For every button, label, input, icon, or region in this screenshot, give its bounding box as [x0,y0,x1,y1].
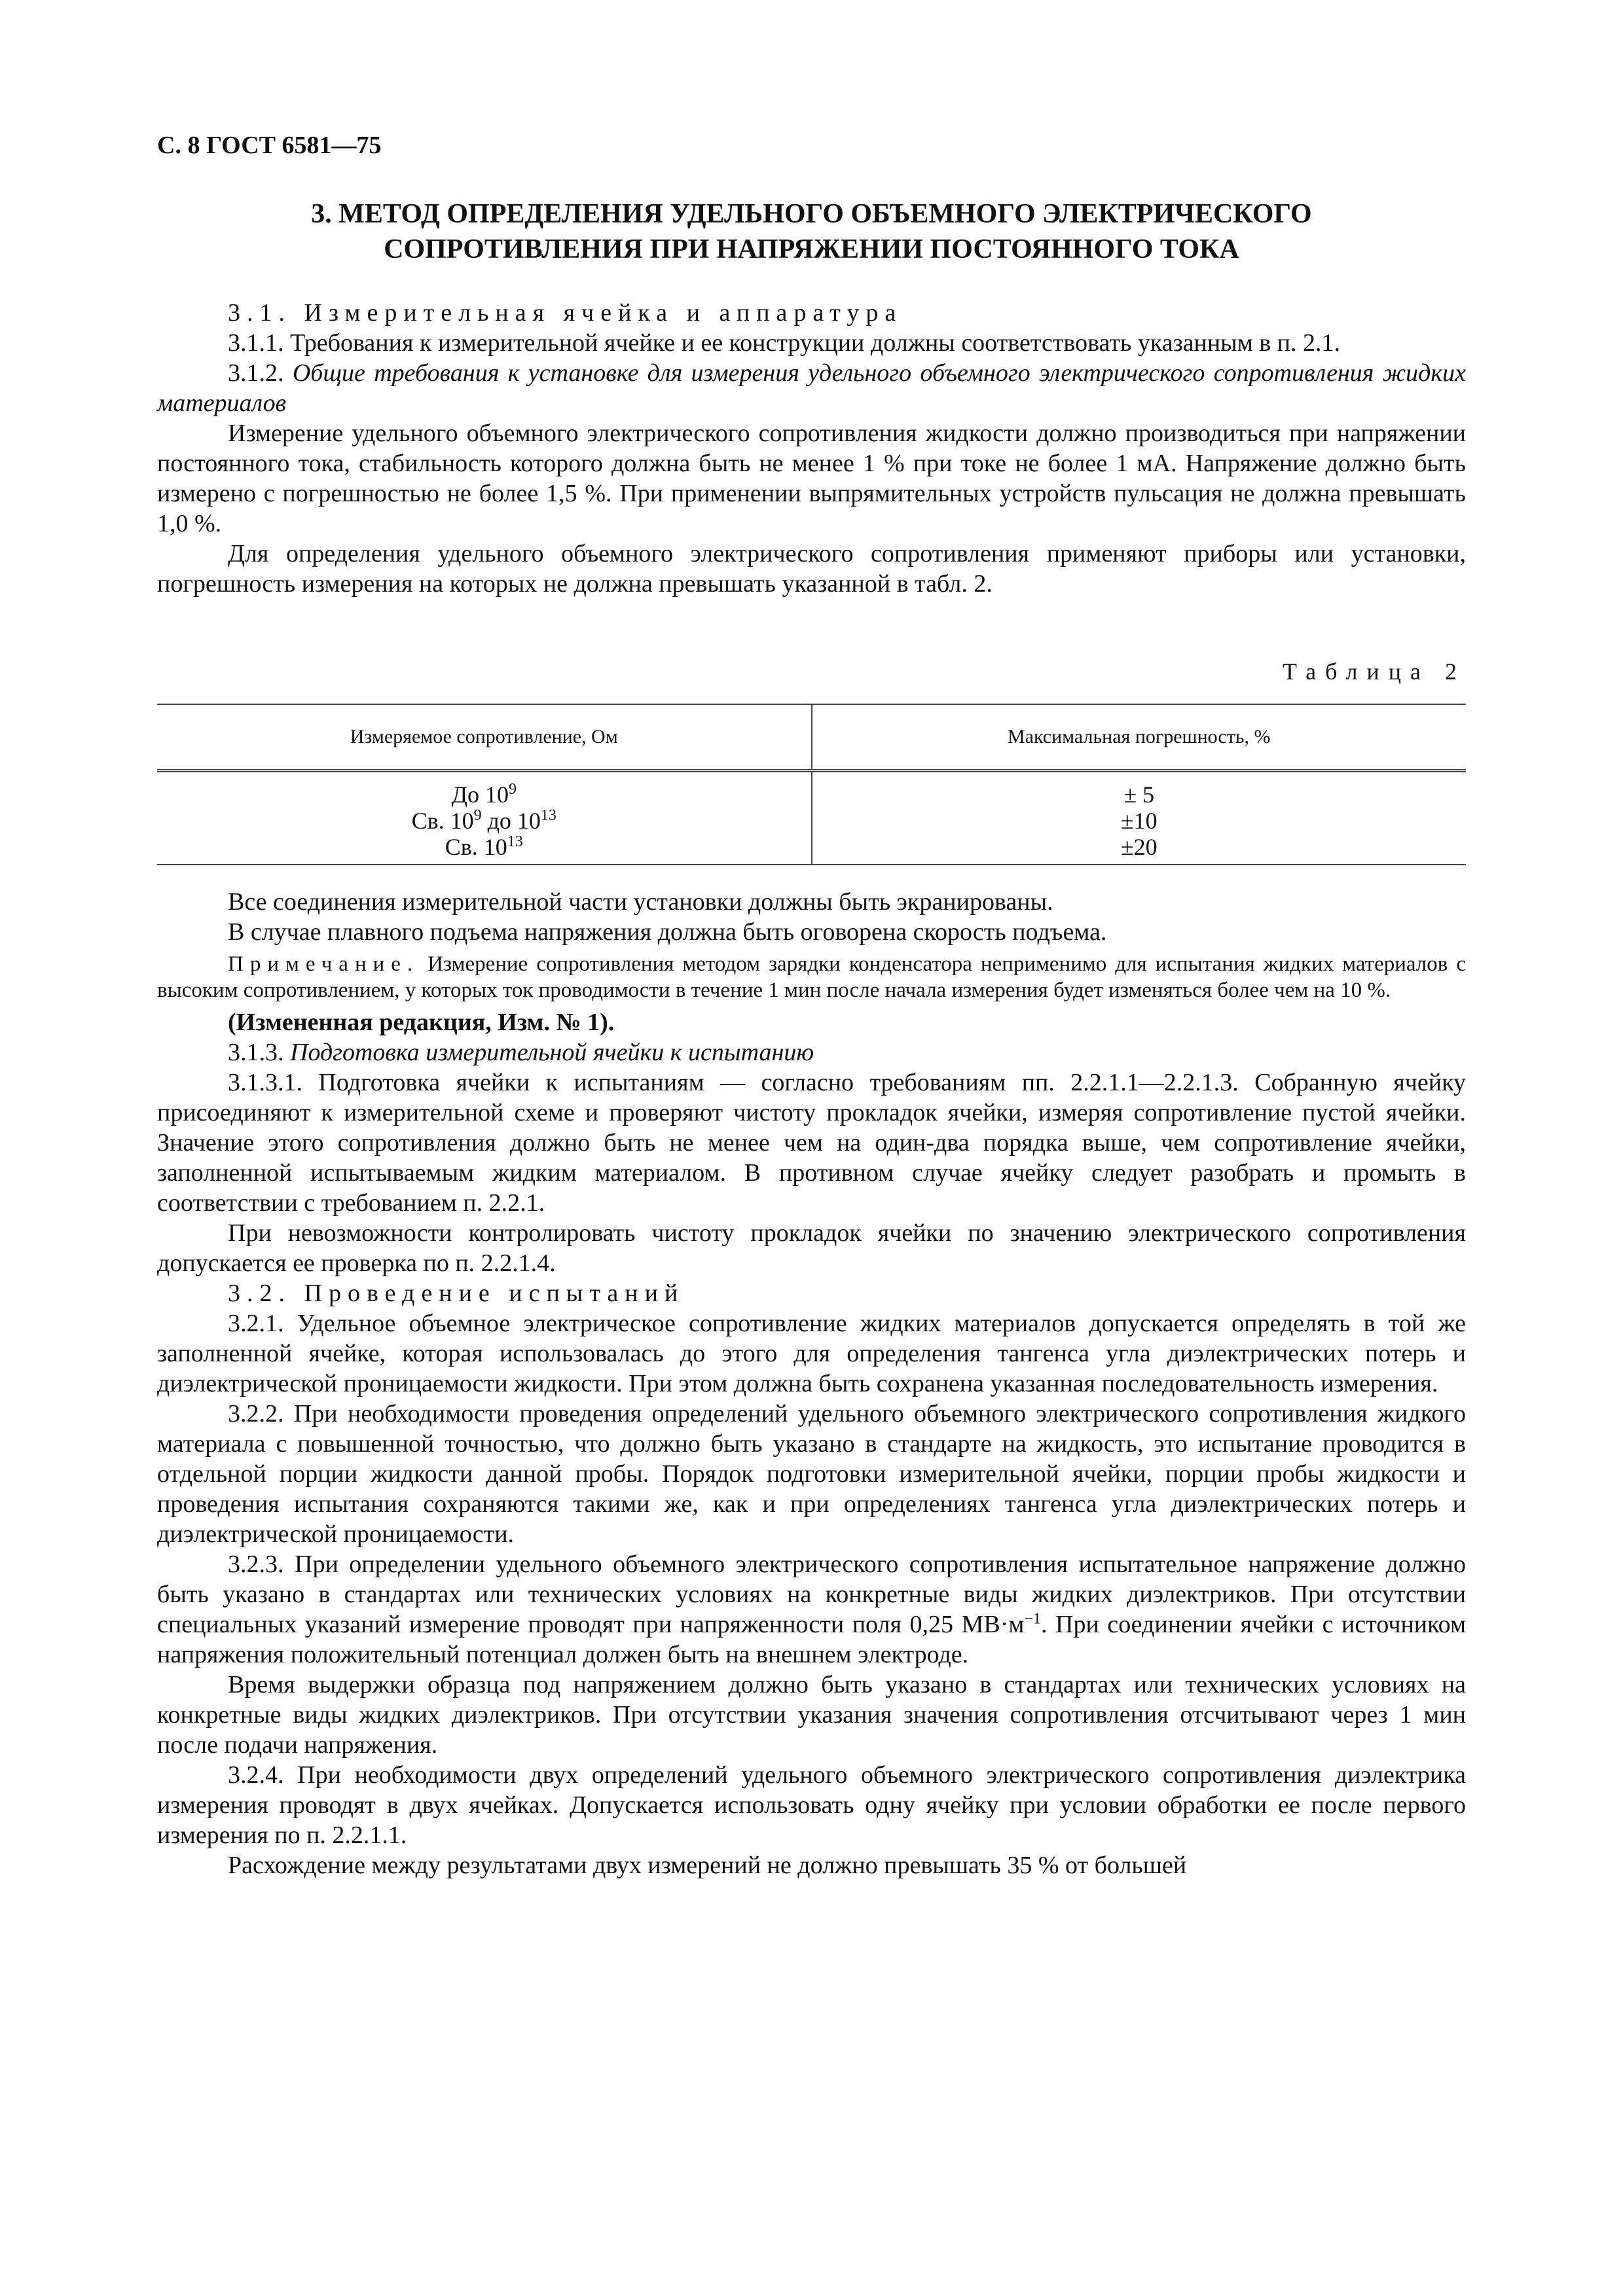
resistance-row-1 [158,781,811,808]
resistance-row-2 [158,808,811,834]
error-value-1: ± 5 [1123,781,1155,808]
paragraph-shielding: Все соединения измерительной части установки должны быть экранированы. [228,888,1053,916]
section-title [157,196,1466,267]
paragraph-3-1-3 [157,1037,1466,1067]
body-block-2 [157,887,1466,1880]
resistance-2-text-b: до 10 [481,808,541,834]
resistance-1-text: До 10 [451,781,509,808]
table-header-error: Максимальная погрешность, % [812,704,1467,771]
paragraph-3-1-3-1: 3.1.3.1. Подготовка ячейки к испытаниям — согласно требованиям пп. 2.2.1.1—2.2.1.3. Собранную ячейку присоединяют к измерительной схеме и проверяют чистоту прокладок ячейки, измеряя сопротивление пустой ячейки. Значение этого сопротивления должно быть не менее чем на один-два порядка выше, чем сопротивление ячейки, заполненной испытываемым жидким материалом. В противном случае ячейку следует разобрать и промыть в соответствии с требованием п. 2.2.1. [157,1069,1466,1217]
paragraph-3-2-3-text-b: . При соединении ячейки с источником напряжения положительный потенциал должен быть на внешнем электроде. [157,1611,1466,1668]
paragraph-divergence: Расхождение между результатами двух измерений не должно превышать 35 % от большей [228,1852,1187,1879]
resistance-row-3 [158,834,811,860]
page-header: С. 8 ГОСТ 6581—75 [157,132,382,159]
paragraph-3-1-2 [157,358,1466,418]
subsection-3-1: 3.1. Измерительная ячейка и аппаратура [228,299,903,327]
table-header-resistance: Измеряемое сопротивление, Ом [157,704,812,771]
resistance-3-exp: 13 [507,833,523,850]
resistance-3-text: Св. 10 [445,834,507,860]
note [157,951,1466,1003]
section-title-line-2: СОПРОТИВЛЕНИЯ ПРИ НАПРЯЖЕНИИ ПОСТОЯННОГО ТОКА [384,234,1239,264]
paragraph-3-2-4: 3.2.4. При необходимости двух определений удельного объемного электрического сопротивления диэлектрика измерения проводят в двух ячейках. Допускается использовать одну ячейку при условии обработки ее после первого измерения по п. 2.2.1.1. [157,1761,1466,1849]
table-cell-resistance [157,771,812,865]
subsection-3-2: 3.2. Проведение испытаний [228,1280,685,1307]
error-value-3: ±20 [1120,834,1158,860]
paragraph-exposure-time: Время выдержки образца под напряжением должно быть указано в стандартах или технических условиях на конкретные виды жидких диэлектриков. При отсутствии указания значения сопротивления отсчитывают через 1 мин после подачи напряжения. [157,1671,1466,1759]
table-cell-error [812,771,1467,865]
paragraph-3-1-2-number: 3.1.2. [228,359,284,387]
paragraph-3-2-1: 3.2.1. Удельное объемное электрическое сопротивление жидких материалов допускается определять в той же заполненной ячейке, которая использовалась до этого для определения тангенса угла диэлектрических потерь и диэлектрической проницаемости жидкости. При этом должна быть сохранена указанная последовательность измерения. [157,1310,1466,1397]
paragraph-3-2-3-text-a: 3.2.3. При определении удельного объемного электрического сопротивления испытательное напряжение должно быть указано в стандартах или технических условиях на конкретные виды жидких диэлектриков. При отсутствии специальных указаний измерение проводят при напряженности поля 0,25 МВ·м [157,1551,1466,1638]
table-2 [157,704,1466,865]
paragraph-3-2-2: 3.2.2. При необходимости проведения определений удельного объемного электрического сопротивления жидкого материала с повышенной точностью, что должно быть указано в стандарте на жидкость, это испытание проводится в отдельной порции жидкости данной пробы. Порядок подготовки измерительной ячейки, порции пробы жидкости и проведения испытания сохраняются такими же, как и при определениях тангенса угла диэлектрических потерь и диэлектрической проницаемости. [157,1400,1466,1548]
table-caption: Таблица 2 [1283,658,1466,685]
paragraph-measurement: Измерение удельного объемного электрического сопротивления жидкости должно производиться при напряжении постоянного тока, стабильность которого должна быть не менее 1 % при токе не более 1 мА. Напряжение должно быть измерено с погрешностью не более 1,5 %. При применении выпрямительных устройств пульсация не должна превышать 1,0 %. [157,420,1466,537]
paragraph-3-1-3-number: 3.1.3. [228,1039,284,1066]
paragraph-3-1-2-title: Общие требования к установке для измерения удельного объемного электрического сопротивления жидких материалов [157,359,1466,417]
edit-note: (Измененная редакция, Изм. № 1). [228,1009,615,1036]
paragraph-3-2-3 [157,1549,1466,1670]
paragraph-voltage-rate: В случае плавного подъема напряжения должна быть оговорена скорость подъема. [228,918,1107,946]
resistance-2-exp-1: 9 [473,807,482,824]
note-label: Примечание. [228,952,420,976]
resistance-2-exp-2: 13 [540,807,556,824]
body-block-1 [157,298,1466,599]
paragraph-devices: Для определения удельного объемного электрического сопротивления применяют приборы или установки, погрешность измерения на которых не должна превышать указанной в табл. 2. [157,540,1466,598]
paragraph-3-1-3-title: Подготовка измерительной ячейки к испытанию [290,1039,814,1066]
paragraph-3-2-3-exp: −1 [1024,1610,1041,1628]
paragraph-3-1-1: 3.1.1. Требования к измерительной ячейке и ее конструкции должны соответствовать указанным в п. 2.1. [228,329,1341,357]
table-row [157,771,1466,865]
section-title-line-1: 3. МЕТОД ОПРЕДЕЛЕНИЯ УДЕЛЬНОГО ОБЪЕМНОГО ЭЛЕКТРИЧЕСКОГО [311,199,1312,229]
table-header-row [157,704,1466,771]
note-text: Измерение сопротивления методом зарядки конденсатора неприменимо для испытания жидких материалов с высоким сопротивлением, у которых ток проводимости в течение 1 мин после начала измерения будет изменяться более чем на 10 %. [157,952,1466,1002]
paragraph-impossible: При невозможности контролировать чистоту прокладок ячейки по значению электрического сопротивления допускается ее проверка по п. 2.2.1.4. [157,1219,1466,1277]
resistance-1-exp: 9 [509,781,517,798]
error-value-2: ±10 [1120,808,1158,834]
resistance-2-text-a: Св. 10 [411,808,474,834]
